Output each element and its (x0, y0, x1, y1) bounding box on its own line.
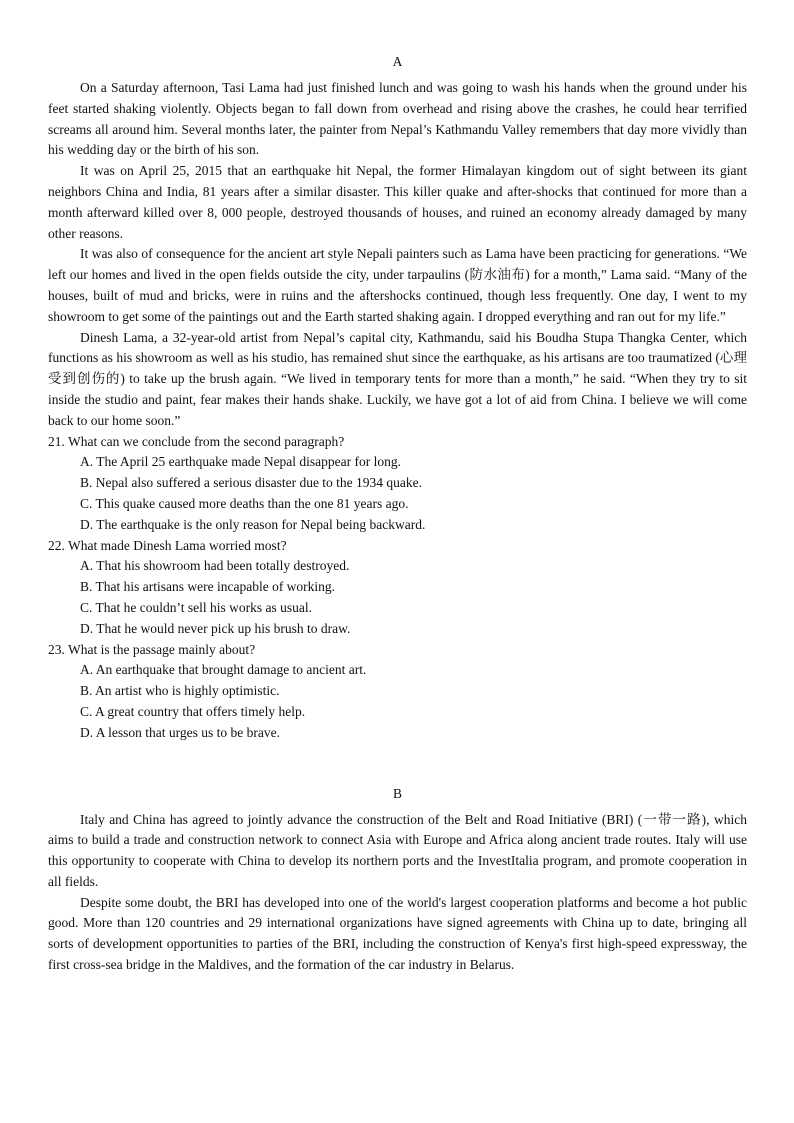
passage-a-paragraph-3: It was also of consequence for the ancient art style Nepali painters such as Lama have been practicing for generations. “We left our homes and lived in the open fields outside the city, under tarpaulins (防水油布) for a month,” Lama said. “Many of the houses, built of mud and bricks, were in ruins and the aftershocks continued, though less frequently. One day, I went to my showroom to get some of the paintings out and the Earth started shaking again. I dropped everything and ran out for my life.” (48, 246, 747, 324)
option-c: C. That he couldn’t sell his works as usual. (80, 599, 312, 615)
option-d: D. That he would never pick up his brush to draw. (80, 620, 351, 636)
passage-b-paragraph-2: Despite some doubt, the BRI has developed into one of the world's largest cooperation platforms and become a hot public good. More than 120 countries and 29 international organizations have signed agreements with China up to date, bringing all sorts of development opportunities to parties of the BRI, including the construction of Kenya's first high-speed expressway, the first cross-sea bridge in the Maldives, and the formation of the car industry in Belarus. (48, 894, 747, 973)
option-b: B. That his artisans were incapable of working. (80, 579, 336, 595)
option-b: B. An artist who is highly optimistic. (80, 683, 280, 699)
question-stem: 22. What made Dinesh Lama worried most? (48, 537, 287, 553)
option-a: A. An earthquake that brought damage to ancient art. (80, 662, 367, 678)
passage-a-paragraph-4: Dinesh Lama, a 32-year-old artist from Nepal’s capital city, Kathmandu, said his Boudha Stupa Thangka Center, which functions as his showroom as well as his studio, has remained shut since the earthquake, as his artisans are too traumatized (心理受到创伤的) to take up the brush again. “We lived in temporary tents for more than a month,” he said. “When they try to sit inside the studio and paint, fear makes their hands shake. Luckily, we have got a lot of aid from China. I believe we will come back to our home soon.” (48, 329, 747, 428)
option-d: D. A lesson that urges us to be brave. (80, 724, 280, 740)
question-22 (48, 536, 747, 640)
exam-page (48, 52, 747, 976)
passage-b-title: B (392, 785, 402, 801)
section-gap (48, 744, 747, 784)
passage-a-title: A (392, 54, 403, 69)
passage-b-paragraph-1: Italy and China has agreed to jointly advance the construction of the Belt and Road Initiative (BRI) (一带一路), which aims to build a trade and construction network to connect Asia with Europe and Africa along ancient trade routes. Italy will use this opportunity to cooperate with China to develop its northern ports and the InvestItalia program, and promote cooperation in all fields. (48, 811, 747, 889)
passage-a-paragraph-1: On a Saturday afternoon, Tasi Lama had just finished lunch and was going to wash his hands when the ground under his feet started shaking violently. Objects began to fall down from overhead and rising above the crashes, he could hear terrified screams all around him. Several months later, the painter from Nepal’s Kathmandu Valley remembers that day more vividly than his wedding day or the birth of his son. (48, 80, 747, 158)
option-c: C. This quake caused more deaths than the one 81 years ago. (80, 495, 409, 511)
question-stem: 23. What is the passage mainly about? (48, 641, 256, 657)
option-a: A. The April 25 earthquake made Nepal disappear for long. (80, 454, 402, 470)
option-a: A. That his showroom had been totally destroyed. (80, 558, 350, 574)
question-23 (48, 640, 747, 744)
option-b: B. Nepal also suffered a serious disaster due to the 1934 quake. (80, 475, 423, 491)
passage-a-paragraph-2: It was on April 25, 2015 that an earthquake hit Nepal, the former Himalayan kingdom out of sight between its giant neighbors China and India, 81 years after a similar disaster. This killer quake and after-shocks that continued for more than a month afterward killed over 8, 000 people, destroyed thousands of houses, and ruined an economy already damaged by many other reasons. (48, 163, 747, 241)
question-21 (48, 432, 747, 536)
option-c: C. A great country that offers timely help. (80, 703, 306, 719)
option-d: D. The earthquake is the only reason for Nepal being backward. (80, 516, 426, 532)
question-stem: 21. What can we conclude from the second paragraph? (48, 433, 345, 449)
